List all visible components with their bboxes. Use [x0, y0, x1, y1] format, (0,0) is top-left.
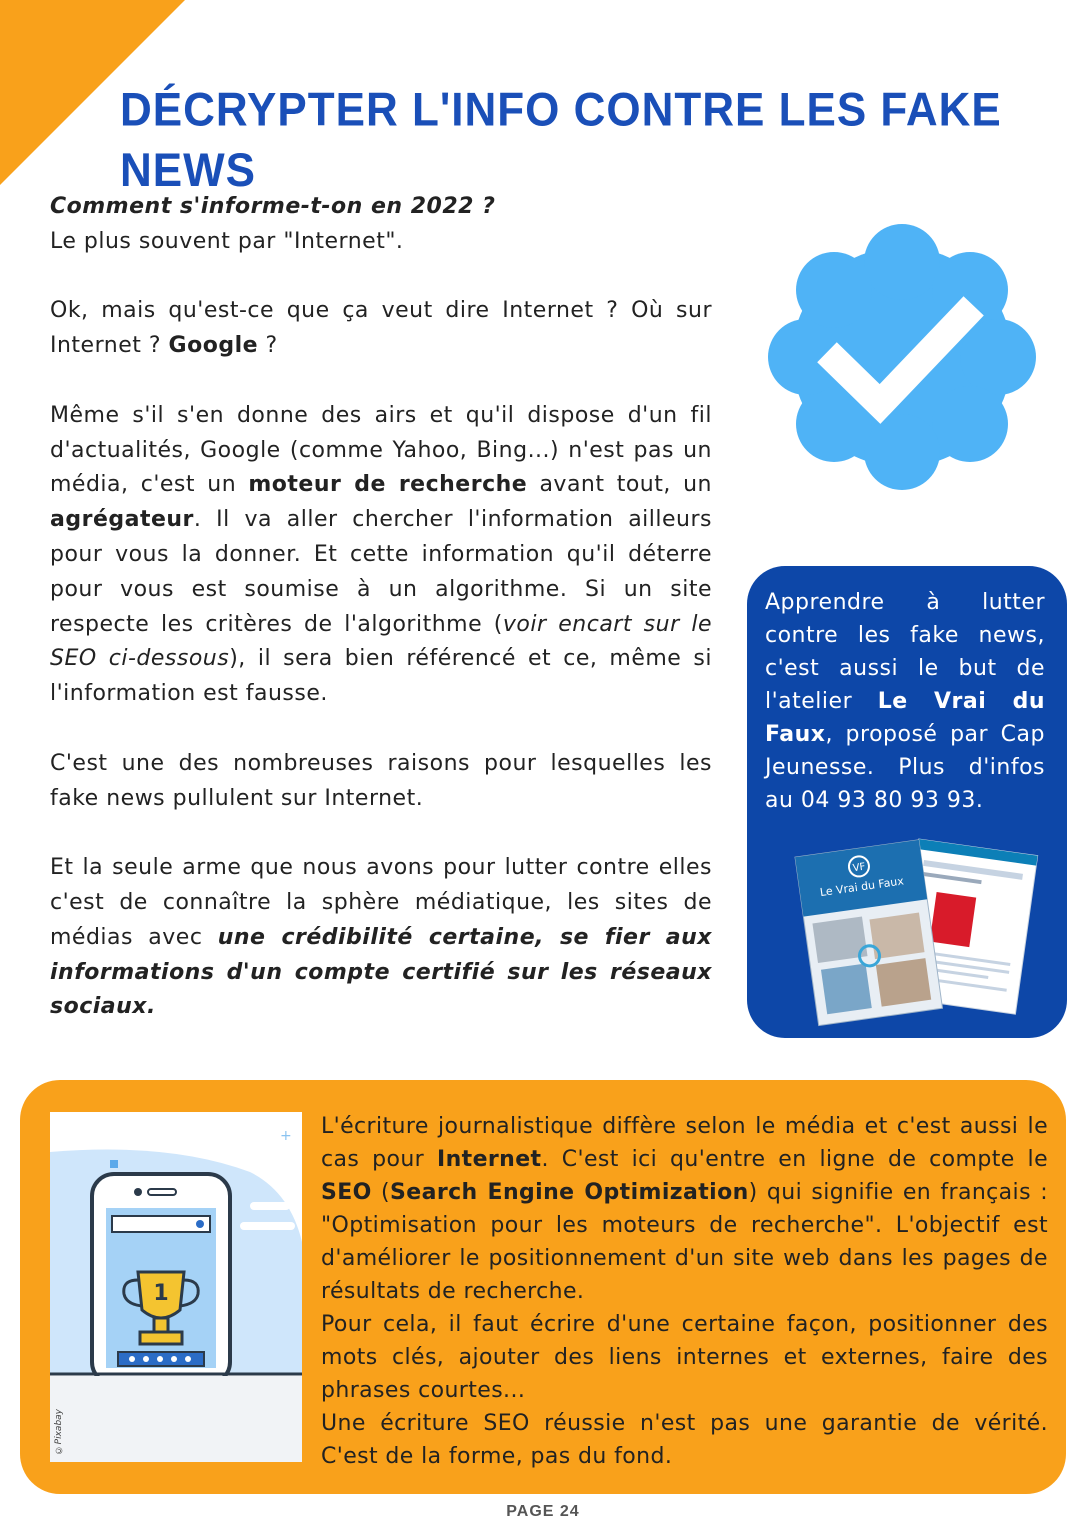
page-title: DÉCRYPTER L'INFO CONTRE LES FAKE NEWS: [120, 83, 1002, 197]
page-number: PAGE 24: [506, 1503, 580, 1520]
internet-bold: Internet: [437, 1147, 542, 1172]
paragraph-text: . Il va aller chercher l'information ailleurs pour vous la donner. Et cette information qu'il déterre pour vous est soumise à un algorithme. Si un site respecte les critères de l'algorithme (: [50, 507, 712, 637]
article-body: [50, 190, 712, 1025]
atelier-text-part: Apprendre à lutter contre les fake news, c'est aussi le but de l'atelier: [765, 590, 1045, 714]
conclusion-bold-italic: une crédibilité certaine, se fier aux informations d'un compte certifié sur les réseaux sociaux.: [50, 924, 712, 1020]
seo-illustration: [50, 1112, 302, 1462]
seo-reference-italic: voir encart sur le SEO ci-dessous: [50, 611, 712, 672]
booklet-title: Le Vrai du Faux: [819, 874, 905, 900]
image-credit: ©Pixabay: [54, 1408, 64, 1454]
booklet-logo: VF: [852, 861, 867, 875]
agregateur-bold: agrégateur: [50, 507, 194, 533]
paragraph-text: ?: [265, 333, 278, 359]
atelier-info-box: [747, 566, 1067, 1038]
seo-paragraph-2: Pour cela, il faut écrire d'une certaine façon, positionner des mots clés, ajouter des liens internes et externes, faire des phrases courtes...: [321, 1312, 1048, 1403]
svg-text:+: +: [280, 1128, 292, 1144]
seo-text: [321, 1110, 1048, 1473]
fake-news-paragraph: C'est une des nombreuses raisons pour lesquelles les fake news pullulent sur Internet.: [50, 750, 712, 811]
seo-text-part: (: [381, 1180, 391, 1205]
atelier-text-part: , proposé par Cap Jeunesse. Plus d'infos au 04 93 80 93 93.: [765, 722, 1045, 813]
moteur-bold: moteur de recherche: [248, 472, 528, 498]
booklet-image: [787, 828, 1042, 1028]
paragraph-text: Même s'il s'en donne des airs et qu'il dispose d'un fil d'actualités, Google (comme Yahoo, Bing...) n'est pas un média, c'est un: [50, 402, 712, 498]
seo-info-box: [20, 1080, 1066, 1494]
paragraph-text: Et la seule arme que nous avons pour lutter contre elles c'est de connaître la sphère médiatique, les sites de médias avec: [50, 855, 712, 950]
seo-paragraph-1: [321, 1110, 1048, 1308]
seo-text-part: . C'est ici qu'entre en ligne de compte le: [541, 1147, 1048, 1172]
search-engine-paragraph: [50, 399, 712, 712]
atelier-text: [765, 586, 1045, 817]
seo-bold: SEO: [321, 1180, 372, 1205]
paragraph-text: Ok, mais qu'est-ce que ça veut dire Internet ? Où sur Internet ?: [50, 298, 712, 359]
phone-trophy-icon: [50, 1112, 302, 1462]
google-bold: Google: [168, 333, 259, 359]
google-paragraph: [50, 294, 712, 364]
trophy-number: 1: [153, 1281, 169, 1306]
seo-paragraph-3: Une écriture SEO réussie n'est pas une garantie de vérité. C'est de la forme, pas du fond.: [321, 1411, 1048, 1469]
conclusion-paragraph: [50, 851, 712, 1025]
lead-answer: Le plus souvent par "Internet".: [50, 228, 404, 254]
paragraph-text: avant tout, un: [539, 472, 712, 498]
seo-text-part: ) qui signifie en français : "Optimisation pour les moteurs de recherche". L'objectif est d'améliorer le positionnement d'un site web dans les pages de résultats de recherche.: [321, 1180, 1049, 1304]
verified-badge-icon: [752, 214, 1052, 504]
seo-text-part: L'écriture journalistique diffère selon le média et c'est aussi le cas pour: [321, 1114, 1048, 1172]
atelier-name: Le Vrai du Faux: [765, 689, 1045, 747]
lead-question: Comment s'informe-t-on en 2022 ?: [50, 194, 496, 219]
intro-paragraph: [50, 190, 712, 260]
paragraph-text: ), il sera bien référencé et ce, même si l'information est fausse.: [50, 646, 712, 707]
seo-full-bold: Search Engine Optimization: [390, 1180, 749, 1205]
